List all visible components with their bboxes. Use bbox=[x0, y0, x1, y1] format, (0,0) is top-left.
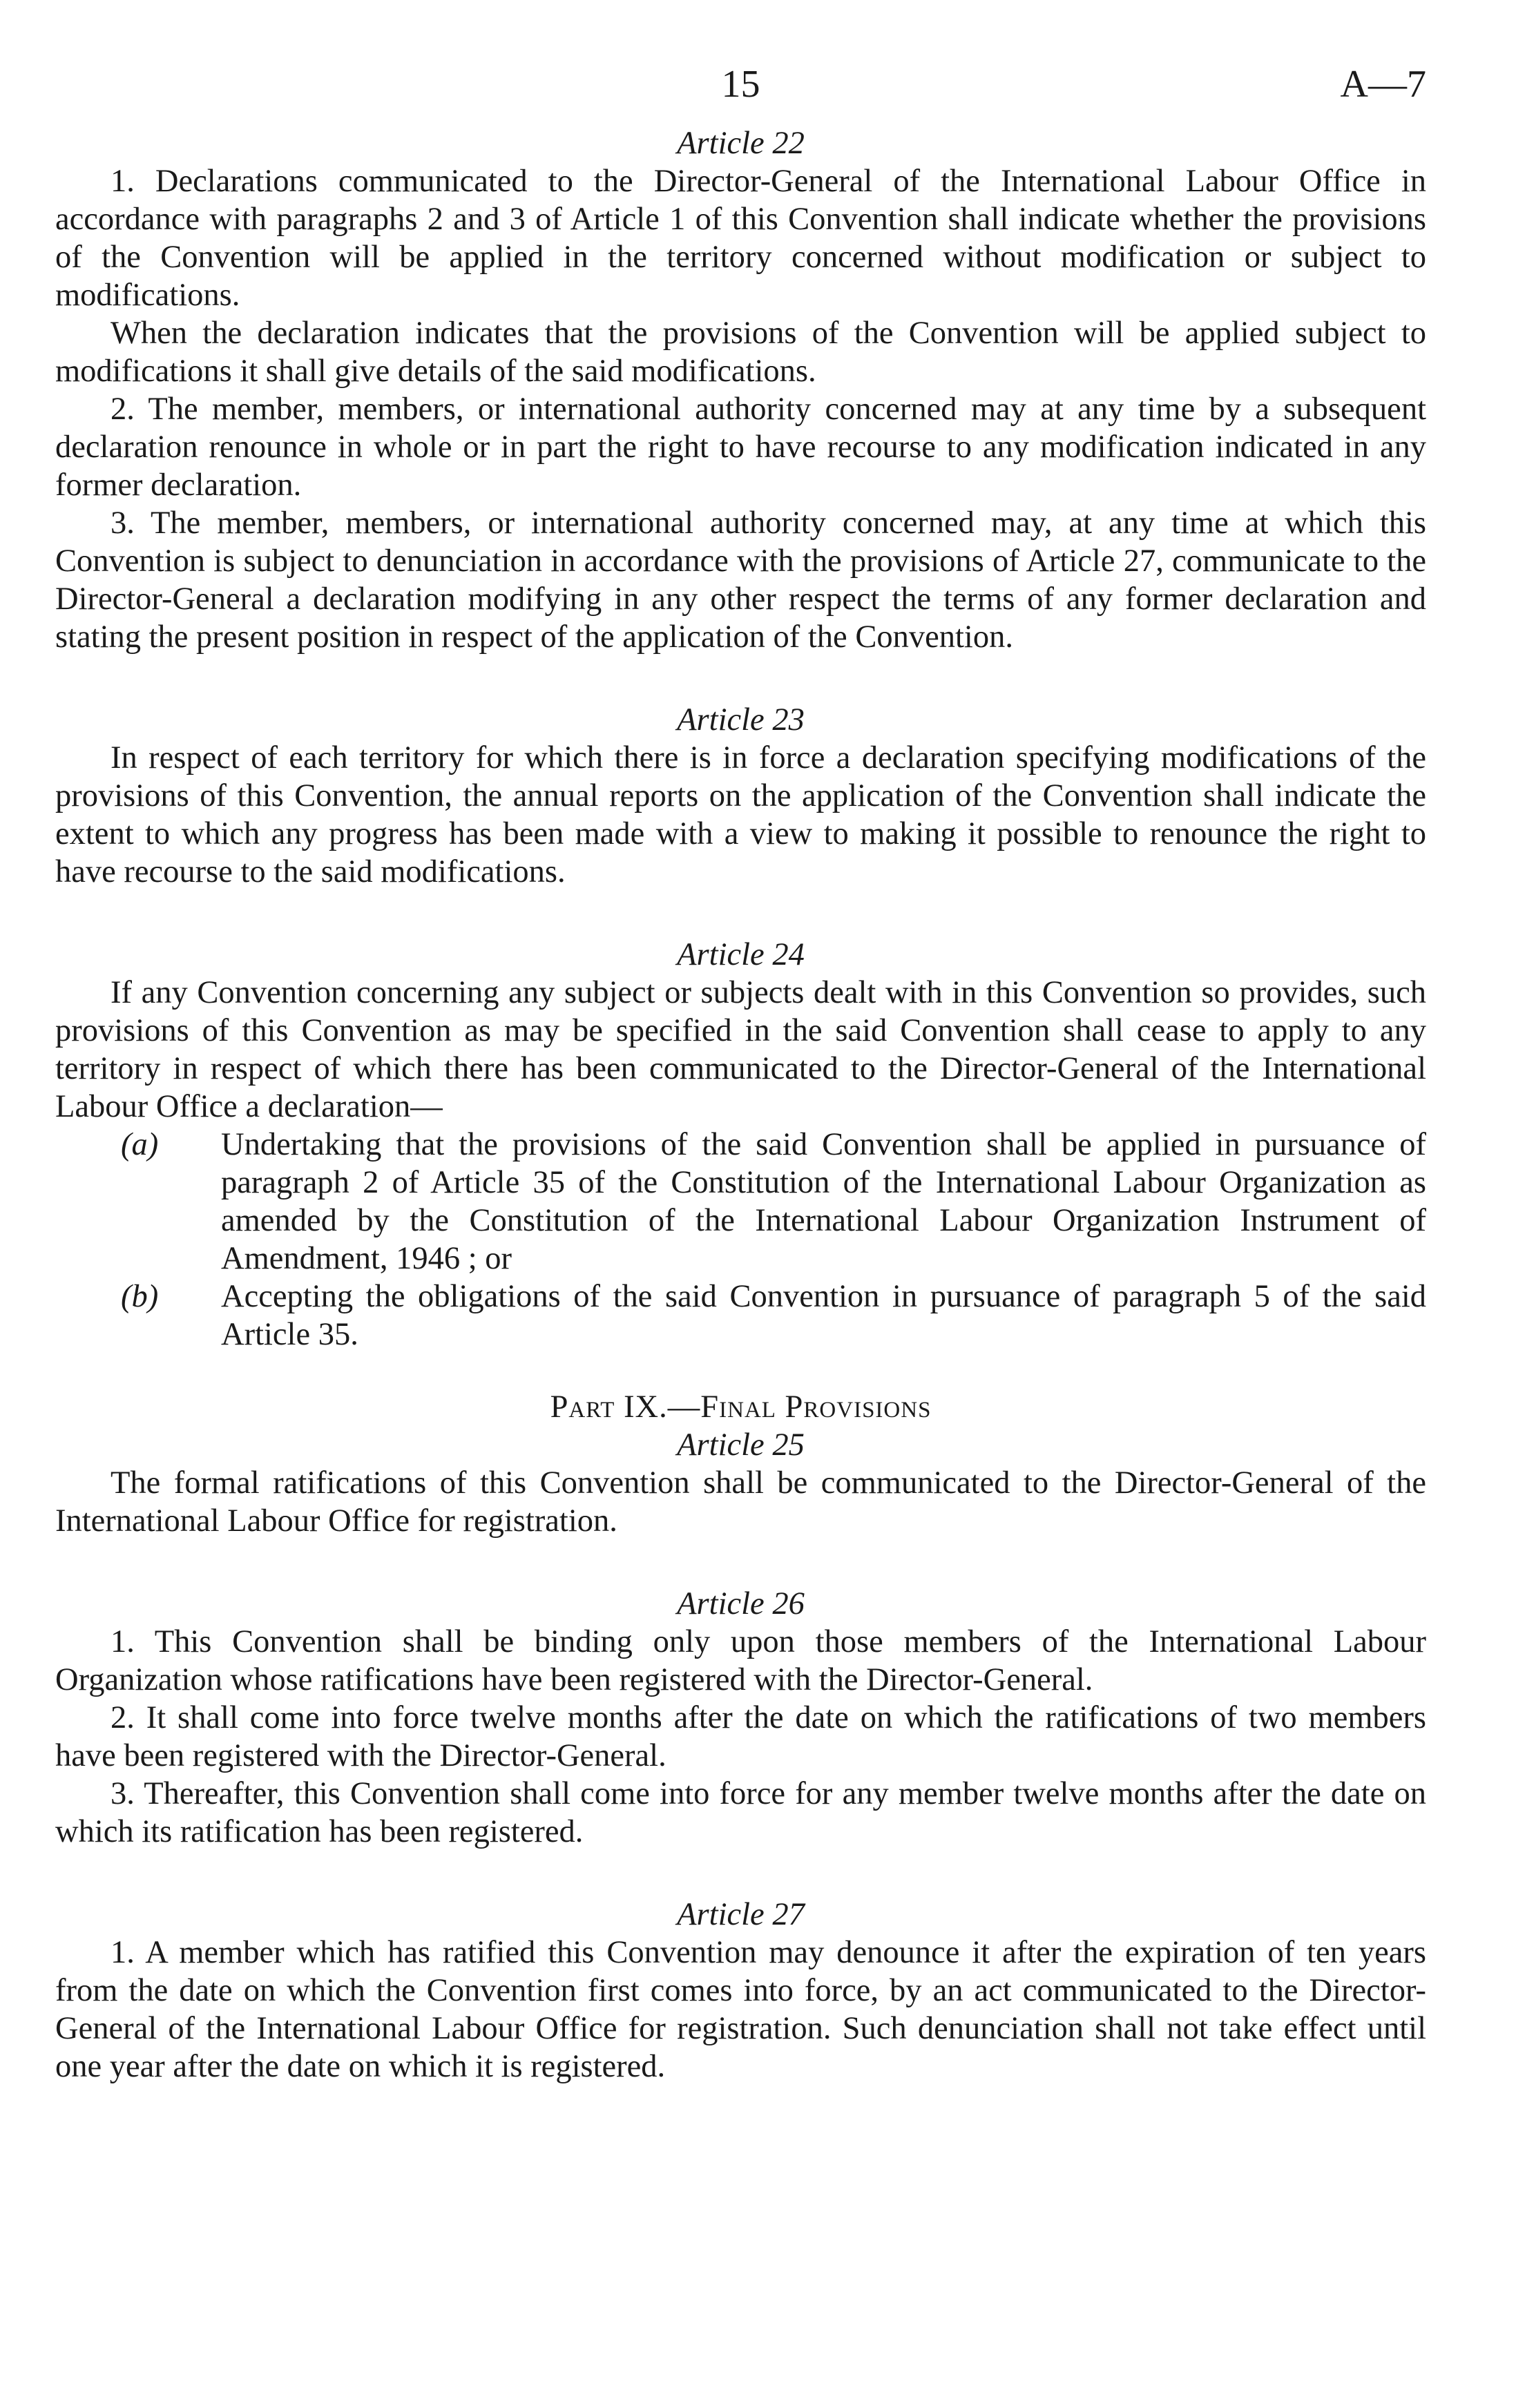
article-heading: Article 23 bbox=[677, 702, 805, 738]
document-body bbox=[55, 124, 1426, 2086]
article-22 bbox=[55, 124, 1426, 656]
document-page bbox=[55, 62, 1426, 2086]
list-item bbox=[55, 1278, 1426, 1354]
paragraph: 3. The member, members, or international authority concerned may, at any time at which this Convention is subject to denunciation in accordance with the provisions of Article 27, communicate to the Director-General a declaration modifying in any other respect the terms of any former declaration and stating the present position in respect of the application of the Convention. bbox=[55, 505, 1426, 655]
paragraph: In respect of each territory for which there is in force a declaration specifying modifications of the provisions of this Convention, the annual reports on the application of the Convention shall indicate the extent to which any progress has been made with a view to making it possible to renounce the right to have recourse to the said modifications. bbox=[55, 740, 1426, 889]
page-header bbox=[55, 62, 1426, 124]
document-reference: A—7 bbox=[1340, 63, 1426, 106]
list-item-text: Undertaking that the provisions of the said Convention shall be applied in pursuance of paragraph 2 of Article 35 of the Constitution of the International Labour Organization as amended by the Constitution of the International Labour Organization Instrument of Amendment, 1946 ; or bbox=[221, 1127, 1426, 1276]
paragraph: 1. This Convention shall be binding only upon those members of the International Labour Organization whose ratifications have been registered with the Director-General. bbox=[55, 1624, 1426, 1697]
article-heading: Article 25 bbox=[677, 1427, 805, 1463]
article-heading: Article 26 bbox=[677, 1586, 805, 1621]
paragraph: When the declaration indicates that the provisions of the Convention will be applied subject to modifications it shall give details of the said modifications. bbox=[55, 316, 1426, 389]
article-25 bbox=[55, 1426, 1426, 1540]
article-heading: Article 24 bbox=[677, 937, 805, 972]
paragraph: 1. A member which has ratified this Convention may denounce it after the expiration of ten years from the date on which the Convention first comes into force, by an act communicated to the Director-General of the International Labour Office for registration. Such denunciation shall not take effect until one year after the date on which it is registered. bbox=[55, 1935, 1426, 2084]
paragraph: If any Convention concerning any subject or subjects dealt with in this Convention so provides, such provisions of this Convention as may be specified in the said Convention shall cease to apply to any territory in respect of which there has been communicated to the Director-General of the International Labour Office a declaration— bbox=[55, 975, 1426, 1124]
article-26 bbox=[55, 1585, 1426, 1851]
list-item-label: (b) bbox=[121, 1279, 159, 1314]
article-heading: Article 22 bbox=[677, 126, 805, 161]
paragraph: 1. Declarations communicated to the Director-General of the International Labour Office in accordance with paragraphs 2 and 3 of Article 1 of this Convention shall indicate whether the provisions of the Convention will be applied in the territory concerned without modification or subject to modifications. bbox=[55, 164, 1426, 313]
article-27 bbox=[55, 1896, 1426, 2086]
page-number: 15 bbox=[721, 63, 760, 106]
list-item-text: Accepting the obligations of the said Convention in pursuance of paragraph 5 of the said Article 35. bbox=[221, 1279, 1426, 1352]
list-item bbox=[55, 1126, 1426, 1278]
paragraph: The formal ratifications of this Convention shall be communicated to the Director-General of the International Labour Office for registration. bbox=[55, 1465, 1426, 1539]
paragraph: 3. Thereafter, this Convention shall come into force for any member twelve months after the date on which its ratification has been registered. bbox=[55, 1776, 1426, 1849]
list-item-label: (a) bbox=[121, 1127, 159, 1162]
paragraph: 2. The member, members, or international authority concerned may at any time by a subsequent declaration renounce in whole or in part the right to have recourse to any modification indicated in any former declaration. bbox=[55, 392, 1426, 503]
article-heading: Article 27 bbox=[677, 1897, 805, 1932]
article-24 bbox=[55, 936, 1426, 1354]
part-title: Part IX.—Final Provisions bbox=[550, 1389, 932, 1425]
article-23 bbox=[55, 701, 1426, 891]
paragraph: 2. It shall come into force twelve months after the date on which the ratifications of two members have been registered with the Director-General. bbox=[55, 1700, 1426, 1773]
